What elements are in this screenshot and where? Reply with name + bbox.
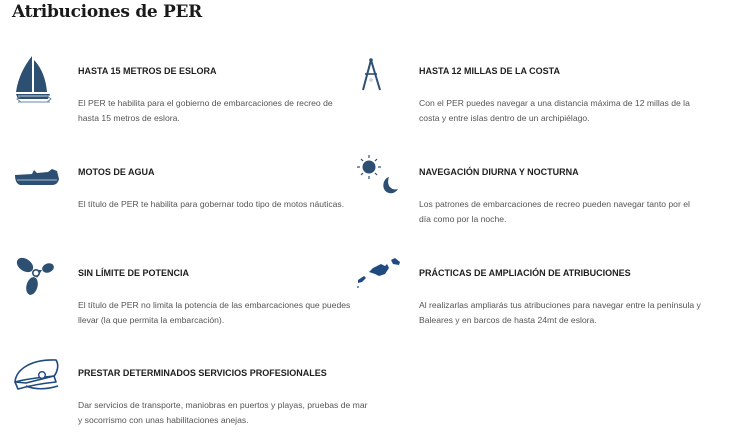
feature-description: El título de PER te habilita para gobernar todo tipo de motos náuticas.	[78, 199, 345, 209]
feature-description: El título de PER no limita la potencia de las embarcaciones que puedes llevar (la que permita la embarcación).	[78, 300, 351, 325]
feature-title: PRESTAR DETERMINADOS SERVICIOS PROFESIONALES	[78, 368, 327, 378]
feature-servicios	[12, 356, 368, 446]
feature-title: HASTA 15 METROS DE ESLORA	[78, 66, 217, 76]
feature-potencia	[12, 256, 352, 346]
sun-moon-icon	[353, 155, 403, 205]
propeller-icon	[12, 256, 62, 306]
feature-practicas	[353, 256, 701, 346]
feature-description: Con el PER puedes navegar a una distancia máxima de 12 millas de la costa y entre islas dentro de un archipiélago.	[419, 98, 690, 123]
sailboat-icon	[12, 54, 62, 104]
feature-title: SIN LÍMITE DE POTENCIA	[78, 268, 190, 278]
feature-title: HASTA 12 MILLAS DE LA COSTA	[419, 66, 561, 76]
feature-navegacion	[353, 155, 693, 245]
feature-millas	[353, 54, 693, 144]
feature-description: El PER te habilita para el gobierno de embarcaciones de recreo de hasta 15 metros de eslora.	[78, 98, 333, 123]
captain-hat-icon	[12, 356, 62, 406]
feature-title: NAVEGACIÓN DIURNA Y NOCTURNA	[419, 167, 579, 177]
feature-eslora	[12, 54, 352, 144]
jet-ski-icon	[12, 155, 62, 205]
feature-description: Al realizarlas ampliarás tus atribuciones para navegar entre la península y Baleares y en barcos de hasta 24mt de eslora.	[419, 300, 701, 325]
compass-icon	[353, 54, 403, 104]
page-title: Atribuciones de PER	[12, 2, 203, 22]
feature-title: MOTOS DE AGUA	[78, 167, 155, 177]
feature-description: Dar servicios de transporte, maniobras en puertos y playas, pruebas de mar y socorrismo con unas habilitaciones anejas.	[78, 400, 368, 425]
balearic-islands-icon	[353, 256, 403, 306]
feature-motos-agua	[12, 155, 352, 245]
feature-title: PRÁCTICAS DE AMPLIACIÓN DE ATRIBUCIONES	[419, 268, 631, 278]
feature-description: Los patrones de embarcaciones de recreo pueden navegar tanto por el día como por la noche.	[419, 199, 690, 224]
